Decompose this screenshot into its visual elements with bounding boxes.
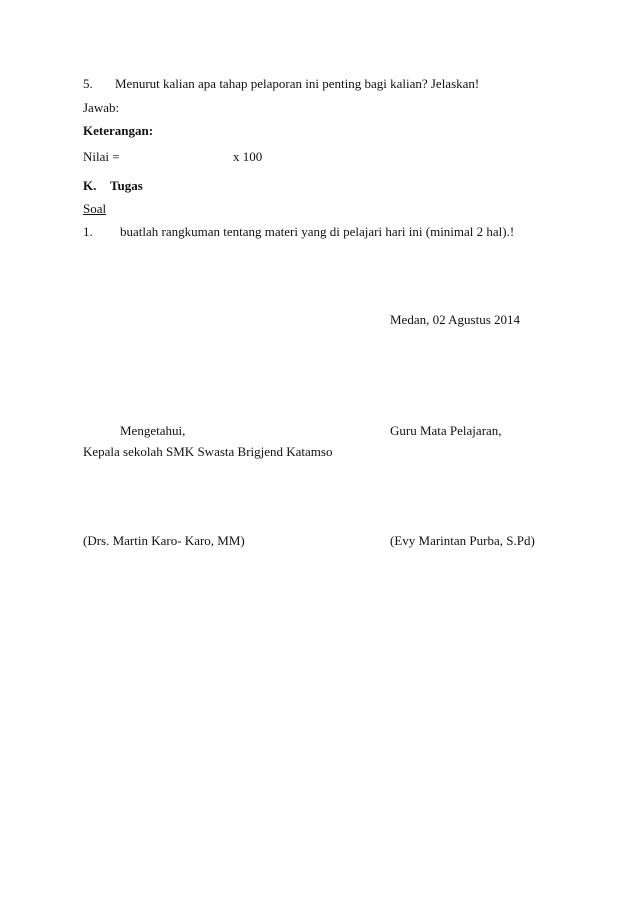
question-5-text: Menurut kalian apa tahap pelaporan ini penting bagi kalian? Jelaskan! (115, 76, 480, 91)
nilai-multiplier: x 100 (233, 149, 263, 164)
signature-left-title: Mengetahui, (120, 423, 186, 438)
task-1-number: 1. (83, 224, 93, 239)
soal-label: Soal (83, 201, 107, 216)
answer-label: Jawab: (83, 100, 120, 115)
signature-left-name: (Drs. Martin Karo- Karo, MM) (83, 533, 245, 548)
keterangan-label: Keterangan: (83, 123, 154, 138)
section-k-title: Tugas (110, 178, 143, 193)
signature-right-name: (Evy Marintan Purba, S.Pd) (390, 533, 535, 548)
signature-left-role: Kepala sekolah SMK Swasta Brigjend Katamso (83, 444, 333, 459)
place-date: Medan, 02 Agustus 2014 (390, 312, 520, 327)
task-1-text: buatlah rangkuman tentang materi yang di pelajari hari ini (minimal 2 hal).! (120, 224, 515, 239)
signature-right-title: Guru Mata Pelajaran, (390, 423, 502, 438)
question-5-number: 5. (83, 76, 93, 91)
section-k-letter: K. (83, 178, 97, 193)
nilai-label: Nilai = (83, 149, 120, 164)
